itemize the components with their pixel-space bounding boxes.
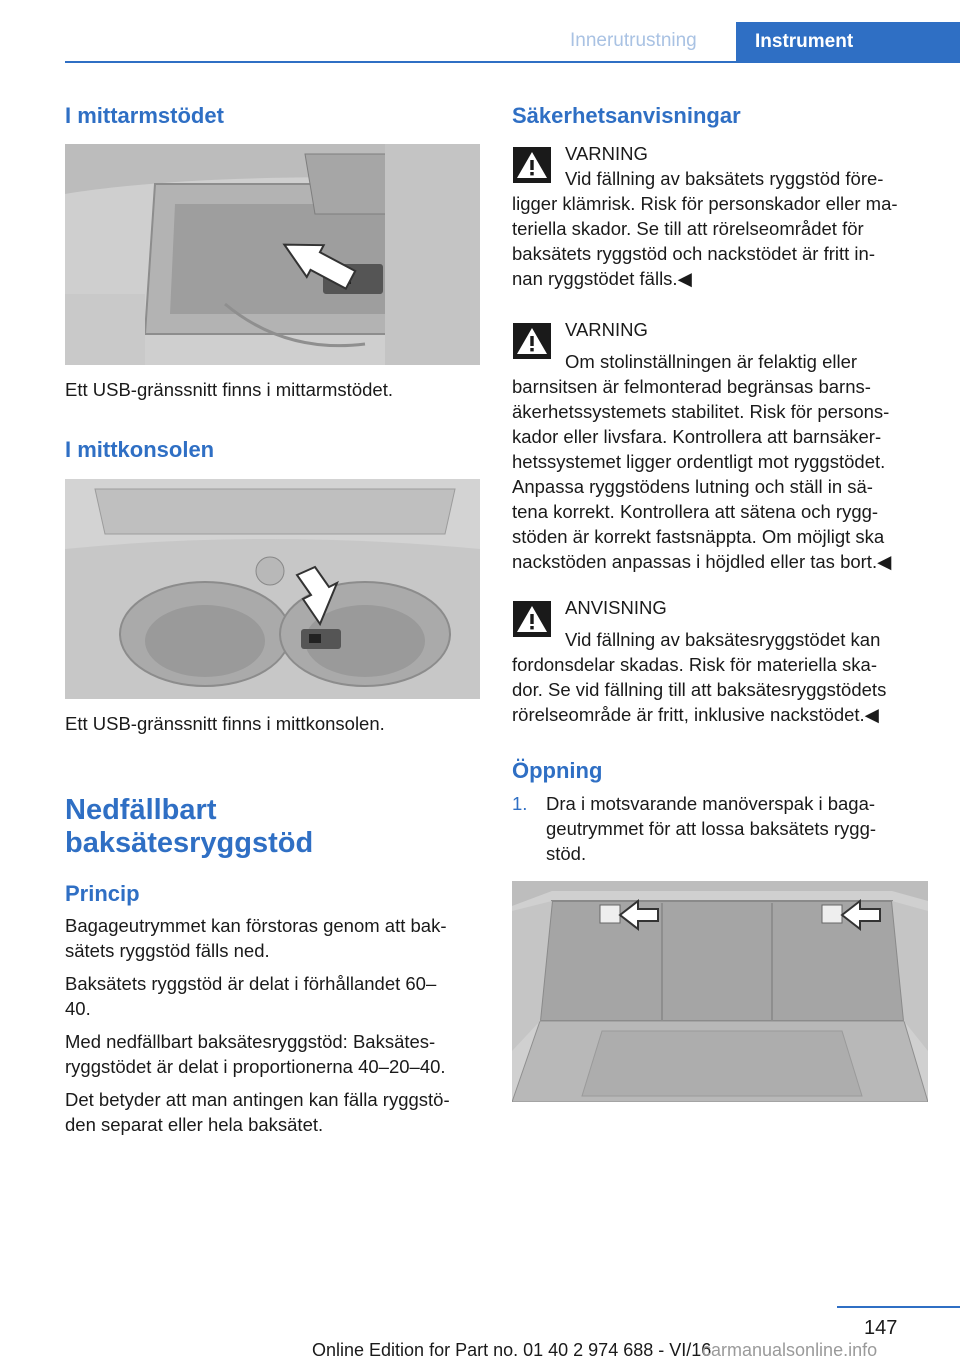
principle-p3-l1: Med nedfällbart baksätesryggstöd: Baksätes‐ — [65, 1031, 436, 1052]
principle-p4-l2: den separat eller hela baksätet. — [65, 1114, 324, 1135]
warning2-line8: stöden är korrekt fastsnäppta. Om möjligt ska — [512, 526, 885, 547]
opening-heading: Öppning — [512, 758, 603, 783]
warning2-line7: tena korrekt. Kontrollera att sätena och rygg‐ — [512, 501, 879, 522]
warning2-line4: kador eller livsfara. Kontrollera att barnsäker‐ — [512, 426, 882, 447]
page-number: 147 — [864, 1317, 898, 1339]
warning1-label: VARNING — [565, 143, 648, 164]
principle-p1-l2: sätets ryggstöd fälls ned. — [65, 940, 270, 961]
warning2-line5: hetssystemet ligger ordentligt mot ryggstödet. — [512, 451, 886, 472]
warning1-line1: Vid fällning av baksätets ryggstöd före‐ — [565, 168, 884, 189]
header-rule — [65, 61, 960, 63]
armrest-heading: I mittarmstödet — [65, 103, 224, 128]
principle-p3-l2: ryggstödet är delat i proportionerna 40–20–40. — [65, 1056, 446, 1077]
step-line3: stöd. — [546, 843, 587, 864]
console-usb-figure — [65, 479, 480, 699]
warning1-line5: nan ryggstödet fälls.◀ — [512, 268, 692, 289]
chapter-tab-label: Instrument — [755, 31, 854, 52]
warning2-label: VARNING — [565, 319, 648, 340]
section-label: Innerutrustning — [570, 30, 697, 51]
watermark: carmanualsonline.info — [702, 1340, 878, 1360]
step-line2: geutrymmet för att lossa baksätets rygg‐ — [546, 818, 877, 839]
notice-label: ANVISNING — [565, 597, 667, 618]
principle-p2-l1: Baksätets ryggstöd är delat i förhållandet 60– — [65, 973, 437, 994]
notice-line1: Vid fällning av baksätesryggstödet kan — [565, 629, 881, 650]
console-caption: Ett USB-gränssnitt finns i mittkonsolen. — [65, 713, 385, 734]
warning2-line2: barnsitsen är felmonterad begränsas barns‐ — [512, 376, 871, 397]
warning-icon — [513, 147, 551, 183]
notice-line2: fordonsdelar skadas. Risk för materiella ska‐ — [512, 654, 878, 675]
step-number: 1. — [512, 793, 528, 814]
warning1-line3: teriella skador. Se till att rörelseområdet för — [512, 218, 864, 239]
footer-rule — [837, 1306, 960, 1308]
console-heading: I mittkonsolen — [65, 437, 215, 462]
edition-note: Online Edition for Part no. 01 40 2 974 688 - VI/16 — [312, 1340, 712, 1360]
notice-icon — [513, 601, 551, 637]
armrest-usb-figure — [65, 144, 480, 365]
warning1-line2: ligger klämrisk. Risk för personskador eller ma‐ — [512, 193, 898, 214]
warning2-line6: Anpassa ryggstödens lutning och ställ in sä‐ — [512, 476, 873, 497]
armrest-caption: Ett USB-gränssnitt finns i mittarmstödet. — [65, 379, 393, 400]
principle-p2-l2: 40. — [65, 998, 91, 1019]
fold-title-line2: baksätesryggstöd — [65, 827, 314, 859]
warning2-line9: nackstöden anpassas i höjdled eller tas bort.◀ — [512, 551, 892, 572]
warning2-line3: äkerhetssystemets stabilitet. Risk för persons‐ — [512, 401, 890, 422]
safety-heading: Säkerhetsanvisningar — [512, 103, 741, 128]
chapter-tab — [736, 22, 960, 63]
warning1-line4: baksätets ryggstöd och nackstödet är fritt in‐ — [512, 243, 875, 264]
trunk-figure — [512, 881, 928, 1102]
notice-line3: dor. Se vid fällning till att baksätesryggstödets — [512, 679, 887, 700]
warning-icon — [513, 323, 551, 359]
fold-title-line1: Nedfällbart — [65, 794, 217, 826]
step-line1: Dra i motsvarande manöverspak i baga‐ — [546, 793, 876, 814]
warning2-line1: Om stolinställningen är felaktig eller — [565, 351, 858, 372]
principle-p1-l1: Bagageutrymmet kan förstoras genom att bak‐ — [65, 915, 447, 936]
principle-heading: Princip — [65, 881, 140, 906]
principle-p4-l1: Det betyder att man antingen kan fälla ryggstö‐ — [65, 1089, 450, 1110]
notice-line4: rörelseområde är fritt, inklusive nackstödet.◀ — [512, 704, 879, 725]
